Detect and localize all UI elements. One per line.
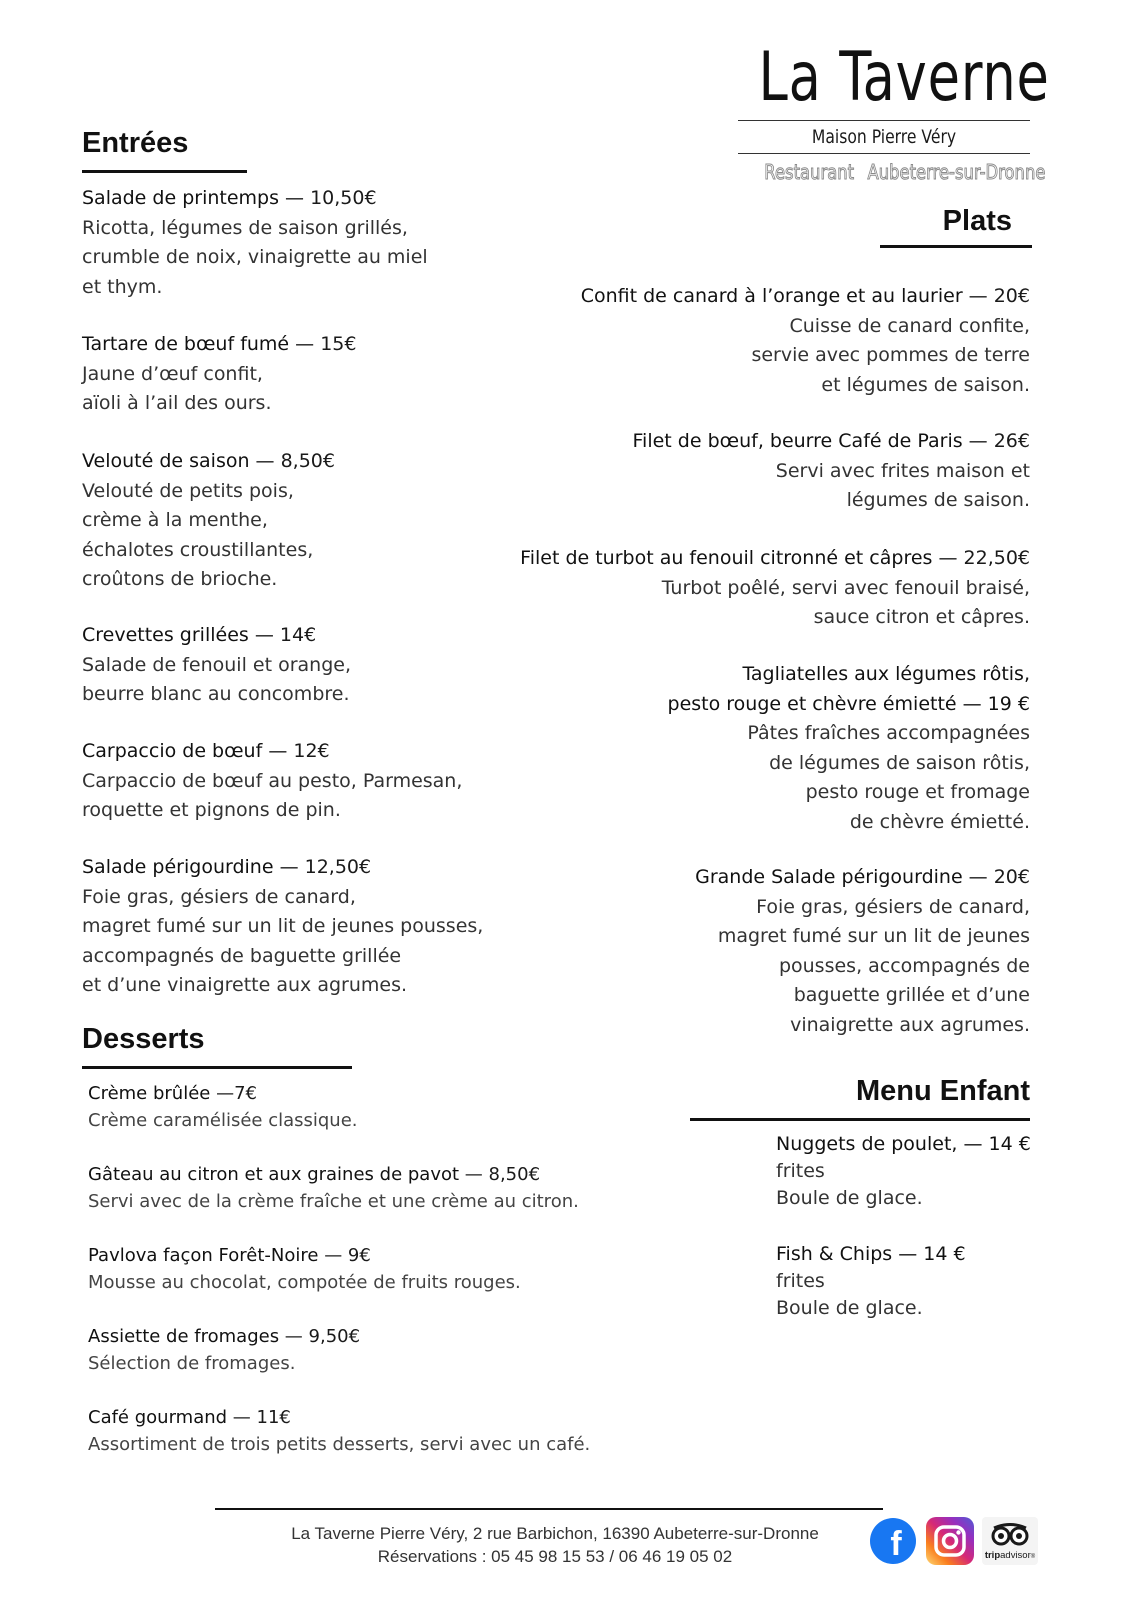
section-title-desserts: Desserts <box>82 1023 205 1055</box>
underline-menu-enfant <box>690 1118 1030 1121</box>
item-desc: baguette grillée et d’une <box>793 984 1030 1006</box>
item-desc: Jaune d’œuf confit, <box>82 362 263 385</box>
item-desc: beurre blanc au concombre. <box>82 683 350 705</box>
item-price: —7€ <box>210 1083 258 1104</box>
item-desc: Velouté de petits pois, <box>82 479 294 502</box>
plat-item <box>470 660 1030 837</box>
section-title-menu-enfant: Menu Enfant <box>856 1075 1030 1107</box>
svg-text:tripadvisor® <box>985 1550 1036 1561</box>
dessert-item <box>88 1242 521 1296</box>
item-name: pesto rouge et chèvre émietté — 19 € <box>667 692 1030 715</box>
section-title-entrees: Entrées <box>82 127 189 159</box>
item-desc: croûtons de brioche. <box>82 568 278 590</box>
item-desc: Ricotta, légumes de saison grillés, <box>82 216 408 239</box>
item-name: Café gourmand <box>88 1407 228 1428</box>
tripadvisor-mark: ® <box>1030 1554 1036 1560</box>
item-desc: accompagnés de baguette grillée <box>82 944 402 967</box>
footer-rule <box>215 1508 883 1510</box>
item-name: Carpaccio de bœuf <box>82 740 263 762</box>
item-price: — 12,50€ <box>273 856 372 878</box>
item-desc: Boule de glace. <box>776 1187 923 1209</box>
item-desc: Boule de glace. <box>776 1297 923 1319</box>
item-price: — 20€ <box>962 285 1030 307</box>
underline-entrees <box>82 170 247 173</box>
item-desc: Servi avec de la crème fraîche et une crème au citron. <box>88 1191 579 1212</box>
item-price: — 12€ <box>262 740 330 762</box>
item-desc: magret fumé sur un lit de jeunes <box>717 925 1030 947</box>
footer-address: La Taverne Pierre Véry, 2 rue Barbichon, 16390 Aubeterre-sur-Dronne <box>291 1524 819 1543</box>
dessert-item <box>88 1323 360 1377</box>
item-desc: Salade de fenouil et orange, <box>82 653 351 676</box>
item-desc: Cuisse de canard confite, <box>789 314 1030 337</box>
section-title-plats: Plats <box>942 205 1012 237</box>
brand-subtitle: Maison Pierre Véry <box>811 126 957 148</box>
item-desc: sauce citron et câpres. <box>813 606 1030 628</box>
item-desc: Crème caramélisée classique. <box>88 1110 358 1131</box>
item-desc: échalotes croustillantes, <box>82 538 314 561</box>
item-name: Filet de turbot au fenouil citronné et câpres <box>520 547 933 569</box>
footer-contact <box>215 1522 895 1568</box>
item-desc: vinaigrette aux agrumes. <box>790 1013 1030 1036</box>
brand-rule-top <box>738 120 1030 121</box>
item-desc: servie avec pommes de terre <box>751 344 1030 366</box>
item-desc: frites <box>776 1160 825 1182</box>
item-price: — 10,50€ <box>279 187 377 209</box>
item-name: Crème brûlée <box>88 1083 211 1104</box>
item-price: — 8,50€ <box>459 1164 541 1185</box>
underline-desserts <box>82 1066 352 1069</box>
item-name: Nuggets de poulet, — 14 € <box>776 1133 1031 1155</box>
item-name: Filet de bœuf, beurre Café de Paris <box>632 430 963 452</box>
item-desc: crumble de noix, vinaigrette au miel <box>82 246 428 268</box>
entree-item <box>82 184 428 302</box>
item-name: Pavlova façon Forêt-Noire <box>88 1245 319 1266</box>
item-desc: Carpaccio de bœuf au pesto, Parmesan, <box>82 769 463 792</box>
item-name: Fish & Chips — 14 € <box>776 1243 966 1265</box>
item-name: Confit de canard à l’orange et au laurier <box>580 285 963 307</box>
item-price: — 15€ <box>289 333 357 355</box>
entree-item <box>82 737 462 826</box>
item-name: Gâteau au citron et aux graines de pavot <box>88 1164 460 1185</box>
item-name: Tartare de bœuf fumé <box>82 333 290 355</box>
item-desc: Sélection de fromages. <box>88 1353 296 1374</box>
brand-tagline: Restaurant Aubeterre-sur-Dronne <box>764 160 1046 184</box>
item-price: — 8,50€ <box>249 450 335 472</box>
item-desc: de chèvre émietté. <box>849 810 1030 833</box>
facebook-icon[interactable] <box>869 1517 917 1565</box>
kids-item <box>776 1131 1031 1212</box>
item-desc: roquette et pignons de pin. <box>82 799 341 821</box>
item-name: Grande Salade périgourdine <box>695 866 963 888</box>
entree-item <box>82 621 351 710</box>
underline-plats <box>880 245 1032 248</box>
item-desc: pousses, accompagnés de <box>778 954 1030 977</box>
item-price: — 14€ <box>248 624 317 646</box>
dessert-item <box>88 1404 590 1458</box>
item-price: — 9,50€ <box>279 1326 361 1347</box>
item-desc: et légumes de saison. <box>821 373 1030 396</box>
item-desc: Servi avec frites maison et <box>775 459 1030 482</box>
item-price: — 26€ <box>962 430 1030 452</box>
facebook-letter: f <box>890 1525 902 1563</box>
item-name: Salade de printemps <box>82 187 280 209</box>
tripadvisor-label-b: advisor <box>1000 1550 1031 1561</box>
item-desc: crème à la menthe, <box>82 509 268 531</box>
brand-logo <box>738 38 1050 186</box>
item-desc: frites <box>776 1270 825 1292</box>
item-desc: Turbot poêlé, servi avec fenouil braisé, <box>661 576 1030 599</box>
item-price: — 11€ <box>227 1407 291 1428</box>
entree-item <box>82 330 356 419</box>
item-desc: Foie gras, gésiers de canard, <box>82 885 356 908</box>
footer-phones: Réservations : 05 45 98 15 53 / 06 46 19 05 02 <box>377 1547 733 1566</box>
entree-item <box>82 447 335 595</box>
item-desc: et d’une vinaigrette aux agrumes. <box>82 974 408 996</box>
item-desc: pesto rouge et fromage <box>805 781 1030 803</box>
item-name: Assiette de fromages <box>88 1326 280 1347</box>
item-desc: aïoli à l’ail des ours. <box>82 392 272 414</box>
item-desc: Foie gras, gésiers de canard, <box>756 895 1030 918</box>
item-desc: de légumes de saison rôtis, <box>769 751 1030 774</box>
brand-title: La Taverne <box>758 38 1050 117</box>
plat-item <box>470 427 1030 516</box>
item-desc: Mousse au chocolat, compotée de fruits rouges. <box>88 1272 521 1293</box>
dessert-item <box>88 1080 358 1134</box>
tripadvisor-label-a: trip <box>984 1550 1001 1561</box>
dessert-item <box>88 1161 579 1215</box>
plat-item <box>470 863 1030 1040</box>
item-desc: magret fumé sur un lit de jeunes pousses, <box>82 915 484 937</box>
item-name: Velouté de saison <box>82 450 250 472</box>
item-desc: Assortiment de trois petits desserts, servi avec un café. <box>88 1434 591 1455</box>
item-desc: légumes de saison. <box>846 489 1030 511</box>
item-price: — 9€ <box>318 1245 371 1266</box>
kids-item <box>776 1241 966 1322</box>
item-name: Crevettes grillées <box>82 624 249 646</box>
item-price: — 20€ <box>962 866 1030 888</box>
item-name: Tagliatelles aux légumes rôtis, <box>742 663 1030 685</box>
instagram-icon[interactable] <box>926 1517 974 1565</box>
plat-item <box>470 282 1030 400</box>
item-price: — 22,50€ <box>932 547 1030 569</box>
plat-item <box>470 544 1030 633</box>
brand-rule-bottom <box>738 153 1030 154</box>
item-desc: Pâtes fraîches accompagnées <box>747 722 1030 744</box>
item-desc: et thym. <box>82 275 163 298</box>
item-name: Salade périgourdine <box>82 856 274 878</box>
tripadvisor-icon[interactable] <box>982 1517 1038 1565</box>
entree-item <box>82 853 483 1001</box>
